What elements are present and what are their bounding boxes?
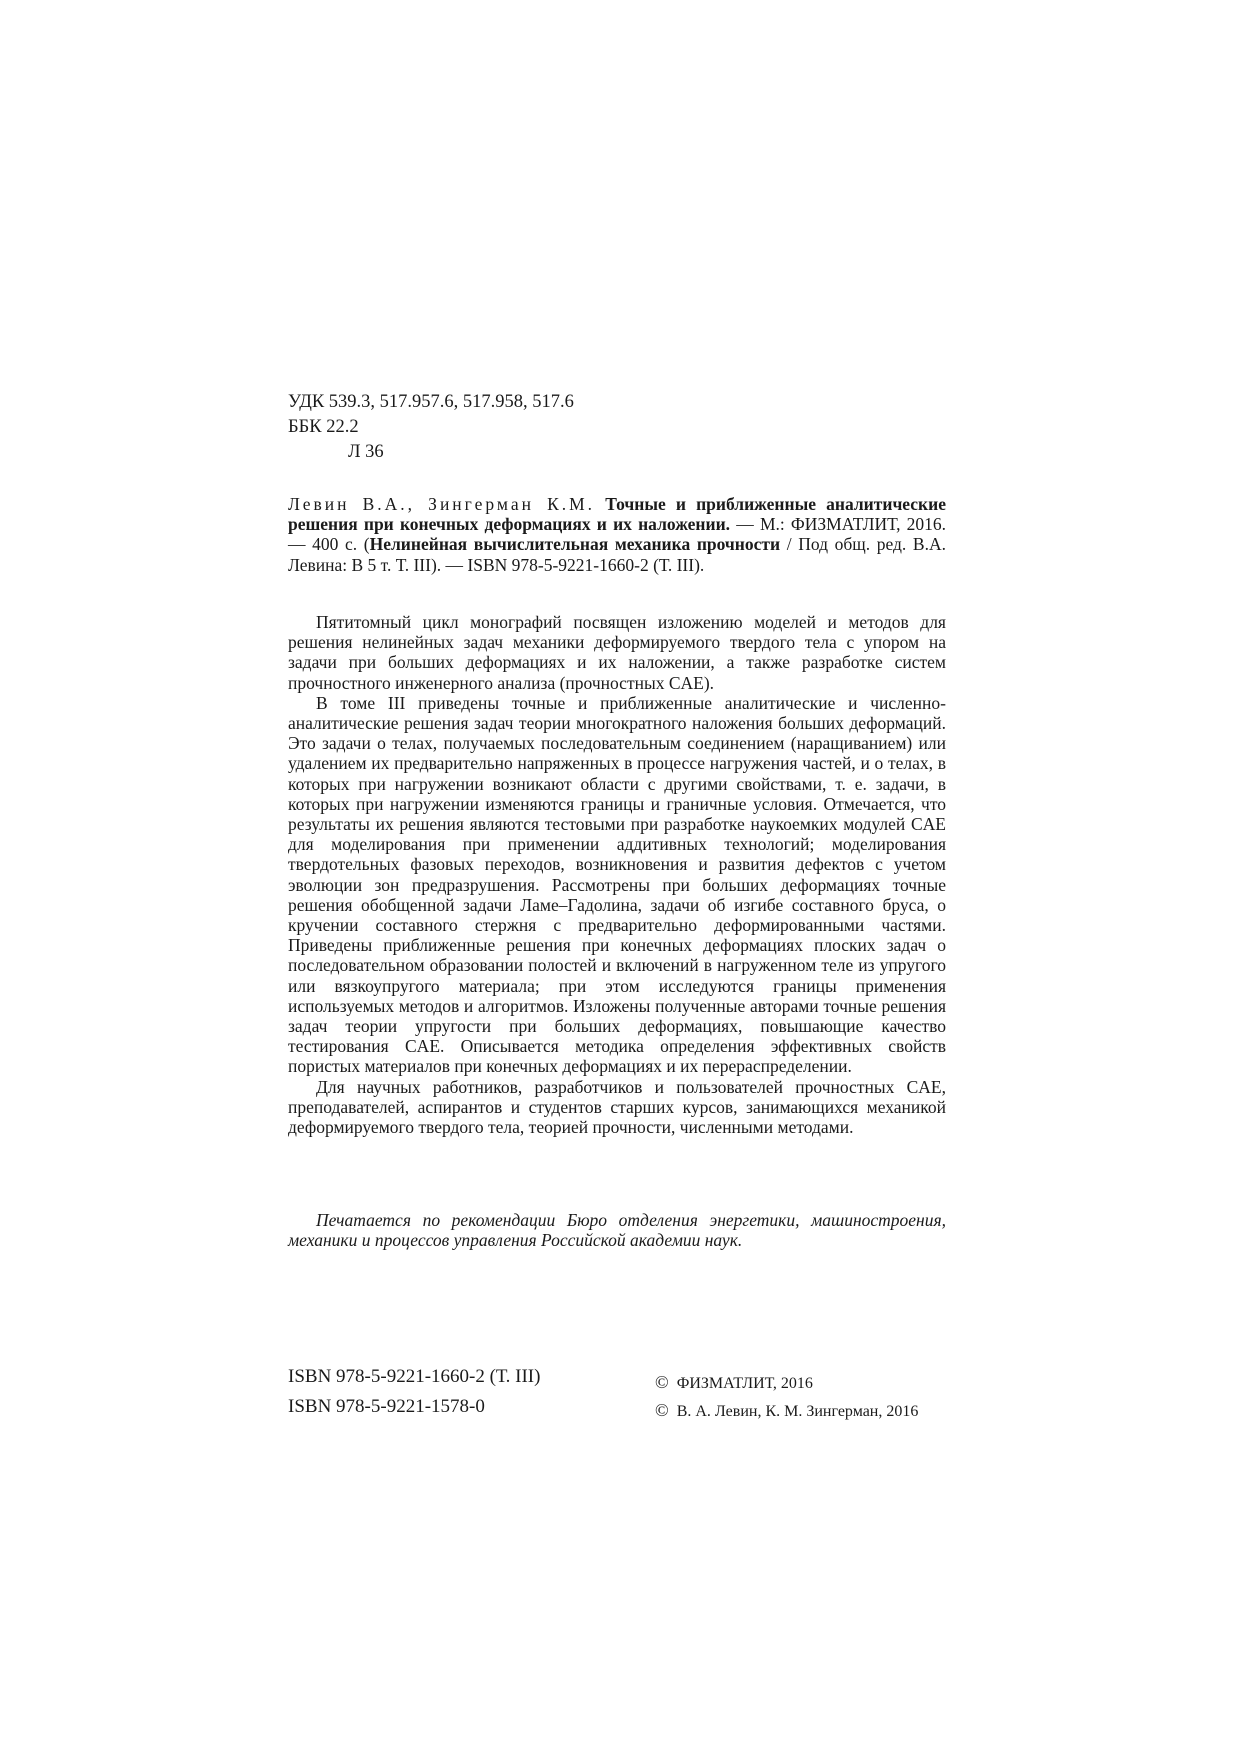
- abstract-paragraph: Пятитомный цикл монографий посвящен изложению моделей и методов для решения нелинейных задач механики деформируемого твердого тела с упором на задачи при больших деформациях и их наложении, а также разработке систем прочностного инженерного анализа (прочностных CAE).: [288, 612, 946, 693]
- copyright-publisher: [655, 1369, 918, 1397]
- copyright-publisher-text: ФИЗМАТЛИТ, 2016: [676, 1375, 813, 1392]
- dash: —: [730, 514, 760, 535]
- abstract: [288, 612, 946, 1137]
- copyright-icon: ©: [655, 1372, 669, 1392]
- copyright-authors-text: В. А. Левин, К. М. Зингерман, 2016: [676, 1403, 919, 1420]
- imprint: М.: ФИЗМАТЛИТ, 2016. — 400 с. (: [288, 514, 947, 555]
- abstract-paragraph: Для научных работников, разработчиков и пользователей прочностных CAE, преподавателей, аспирантов и студентов старших курсов, занимающихся механикой деформируемого твердого тела, теорией прочности, численными методами.: [288, 1076, 946, 1138]
- authors: Левин В.А., Зингерман К.М.: [288, 494, 596, 514]
- copyright-icon: ©: [655, 1400, 669, 1420]
- copyright-block: [655, 1369, 918, 1425]
- udk-code: УДК 539.3, 517.957.6, 517.958, 517.6: [288, 392, 574, 412]
- isbn-set: ISBN 978-5-9221-1578-0: [288, 1396, 485, 1417]
- isbn-block: [288, 1362, 540, 1422]
- recommendation-text: Печатается по рекомендации Бюро отделения энергетики, машиностроения, механики и процессов управления Российской академии наук.: [288, 1210, 946, 1251]
- abstract-paragraph: В томе III приведены точные и приближенные аналитические и численно-аналитические решения задач теории многократного наложения больших деформаций. Это задачи о телах, получаемых последовательным соединением (наращиванием) или удалением их предварительно напряженных в процессе нагружения частей, и о телах, в которых при нагружении возникают области с другими свойствами, т. е. задачи, в которых при нагружении изменяются границы и граничные условия. Отмечается, что результаты их решения являются тестовыми при разработке наукоемких модулей CAE для моделирования при применении аддитивных технологий; моделирования твердотельных фазовых переходов, возникновения и развития дефектов с учетом эволюции зон предразрушения. Рассмотрены при больших деформациях точные решения обобщенной задачи Ламе–Гадолина, задачи об изгибе составного бруса, о кручении составного стержня с предварительно деформированными частями. Приведены приближенные решения при конечных деформациях плоских задач о последовательном образовании полостей и включений в нагруженном теле из упругого или вязкоупругого материала; при этом исследуются границы применения используемых методов и алгоритмов. Изложены полученные авторами точные решения задач теории упругости при больших деформациях, повышающие качество тестирования CAE. Описывается методика определения эффективных свойств пористых материалов при конечных деформациях и их перераспределении.: [288, 692, 946, 1077]
- recommendation: [288, 1210, 946, 1250]
- series-details: / Под общ. ред. В.А. Левина: В 5 т. Т. III). —: [288, 534, 946, 575]
- biblio-isbn: ISBN 978-5-9221-1660-2 (Т. III).: [467, 554, 705, 575]
- author-mark: Л 36: [348, 442, 384, 462]
- bbk-code: ББК 22.2: [288, 417, 359, 437]
- copyright-authors: [655, 1397, 918, 1425]
- series-title: Нелинейная вычислительная механика прочности: [369, 534, 781, 555]
- isbn-volume: ISBN 978-5-9221-1660-2 (Т. III): [288, 1366, 541, 1387]
- bibliographic-description: [288, 494, 946, 575]
- book-title: Точные и приближенные аналитические решения при конечных деформациях и их наложении.: [288, 494, 946, 535]
- classification-block: [288, 390, 946, 465]
